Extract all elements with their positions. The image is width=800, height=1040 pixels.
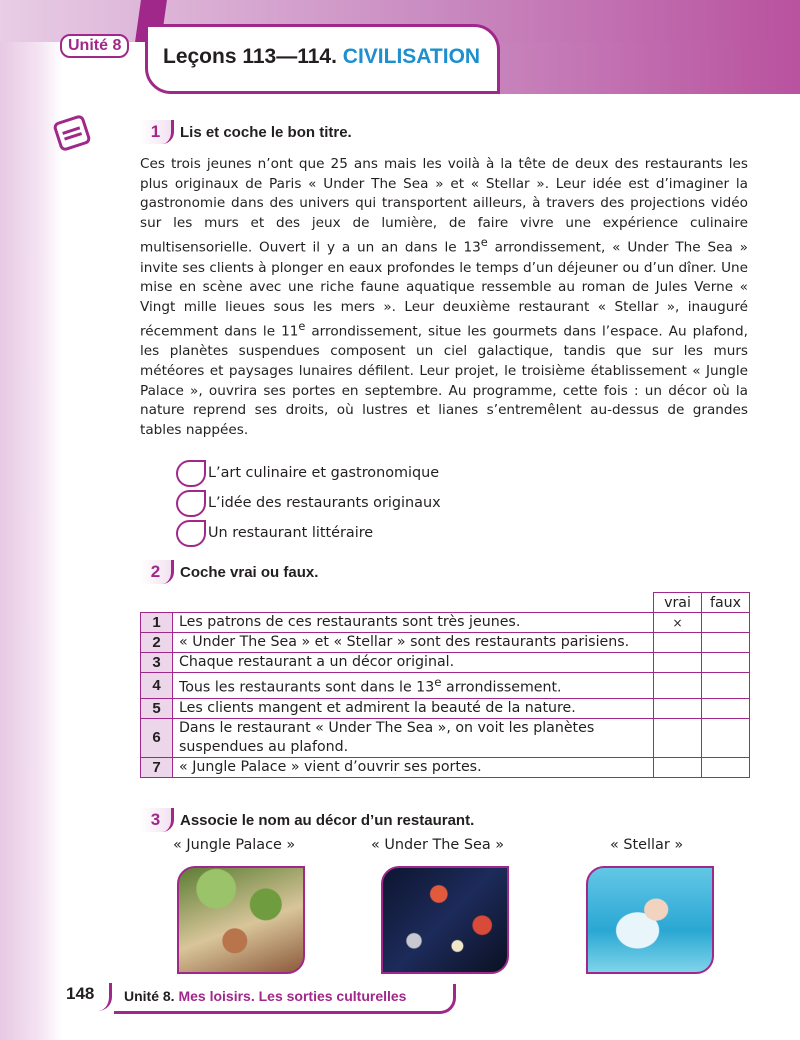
option-checkbox[interactable] [176,490,206,517]
option-label: L’art culinaire et gastronomique [208,465,440,481]
table-row [141,718,750,757]
restaurant-name-jungle-palace: « Jungle Palace » [173,837,296,853]
superscript: e [480,235,488,250]
title-options [176,458,441,548]
row-statement: « Under The Sea » et « Stellar » sont des restaurants parisiens. [173,633,654,653]
vrai-cell[interactable] [654,673,702,699]
vrai-cell[interactable]: × [654,613,702,633]
true-false-table [140,592,750,778]
vrai-cell[interactable] [654,757,702,777]
row-statement: « Jungle Palace » vient d’ouvrir ses portes. [173,757,654,777]
statement-part: arrondissement. [441,679,562,696]
lesson-title [163,45,497,69]
table-row [141,698,750,718]
option-label: Un restaurant littéraire [208,525,374,541]
faux-cell[interactable] [702,613,750,633]
table-row [141,613,750,633]
footer-unit-title [114,984,456,1014]
exercise-1-number: 1 [140,120,174,144]
article-text-part: arrondissement, « Under The Sea » invite ses clients à plonger en eaux profondes le temps d’un déjeuner ou d’un dîner. Une mise en scène avec une riche faune aquatique ressemble au roman de Jules Verne « Vingt mille lieues sous les mers ». Leur deuxième restaurant « Stellar », inauguré récemment dans le 11 [140,239,748,340]
row-number: 4 [141,673,173,699]
faux-cell[interactable] [702,673,750,699]
superscript: e [298,319,306,334]
faux-cell[interactable] [702,633,750,653]
title-option[interactable] [176,518,441,548]
row-statement: Les patrons de ces restaurants sont très jeunes. [173,613,654,633]
statement-part: Tous les restaurants sont dans le 13 [179,679,435,696]
option-checkbox[interactable] [176,460,206,487]
faux-cell[interactable] [702,653,750,673]
header-band-corner [455,42,800,94]
vrai-cell[interactable] [654,718,702,757]
faux-cell[interactable] [702,698,750,718]
restaurant-name-stellar: « Stellar » [610,837,684,853]
row-number: 5 [141,698,173,718]
exercise-2-title: Coche vrai ou faux. [180,564,319,581]
option-checkbox[interactable] [176,520,206,547]
left-margin-strip [0,0,62,1040]
exercise-3-title: Associe le nom au décor d’un restaurant. [180,812,475,829]
unit-badge: Unité 8 [60,34,129,58]
article-text-part: arrondissement, situe les gourmets dans l’espace. Au plafond, les planètes suspendues composent un ciel galactique, tandis que sur les murs météores et paysages lunaires défilent. Leur projet, le troisième établissement « Jungle Palace », ouvrira ses portes en septembre. Au programme, cette fois : un décor où la nature reprend ses droits, où lustres et lianes s’entremêlent au-dessus de grandes tables nappées. [140,323,749,438]
row-number: 7 [141,757,173,777]
col-vrai-header: vrai [654,593,702,613]
row-number: 1 [141,613,173,633]
vrai-cell[interactable] [654,698,702,718]
exercise-1-title: Lis et coche le bon titre. [180,124,352,141]
vrai-cell[interactable] [654,633,702,653]
exercise-2-number: 2 [140,560,174,584]
underwater-restaurant-photo [586,866,714,974]
footer-topic: Mes loisirs. Les sorties culturelles [178,988,407,1004]
table-row [141,653,750,673]
row-number: 6 [141,718,173,757]
table-header-row [141,593,750,613]
article-text [140,155,748,440]
footer-unit: Unité 8. [124,988,175,1004]
faux-cell[interactable] [702,757,750,777]
space-restaurant-photo [381,866,509,974]
row-statement: Dans le restaurant « Under The Sea », on voit les planètes suspendues au plafond. [173,718,654,757]
row-number: 3 [141,653,173,673]
page-number: 148 [60,983,112,1011]
vrai-cell[interactable] [654,653,702,673]
lesson-title-box [145,24,500,94]
superscript: e [434,675,442,689]
title-option[interactable] [176,488,441,518]
table-row [141,673,750,699]
table-row [141,633,750,653]
header-spacer [141,593,654,613]
row-statement: Les clients mangent et admirent la beauté de la nature. [173,698,654,718]
faux-cell[interactable] [702,718,750,757]
row-statement: Chaque restaurant a un décor original. [173,653,654,673]
lesson-title-prefix: Leçons 113—114. [163,45,337,68]
row-statement [173,673,654,699]
row-number: 2 [141,633,173,653]
restaurant-name-under-the-sea: « Under The Sea » [371,837,505,853]
jungle-restaurant-photo [177,866,305,974]
lesson-title-accent: CIVILISATION [342,45,481,68]
exercise-3-number: 3 [140,808,174,832]
option-label: L’idée des restaurants originaux [208,495,441,511]
article-text-part: Ces trois jeunes n’ont que 25 ans mais les voilà à la tête de deux des restaurants les plus originaux de Paris « Under The Sea » et « Stellar ». Leur idée est d’imaginer la gastronomie dans des univers qui transportent ailleurs, à travers des projections vidéo sur les murs et des jeux de lumière, de faire vivre une expérience culinaire multisensorielle. Ouvert il y a un an dans le 13 [140,156,748,256]
col-faux-header: faux [702,593,750,613]
table-row [141,757,750,777]
title-option[interactable] [176,458,441,488]
